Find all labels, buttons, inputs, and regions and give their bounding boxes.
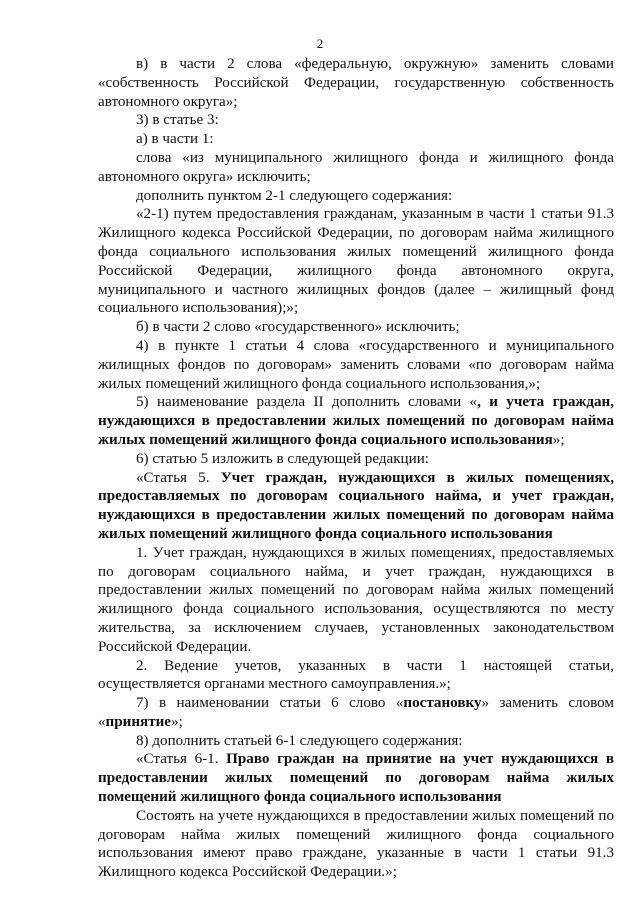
paragraph [98,149,614,187]
paragraph [98,205,614,318]
text-run: слова «из муниципального жилищного фонда и жилищного фонда автономного округа» исключить; [98,149,614,185]
text-run: дополнить пунктом 2-1 следующего содержания: [136,187,453,204]
text-run: «Статья 5. [136,469,221,486]
paragraph [98,469,614,544]
paragraph [98,393,614,449]
text-run: 5) наименование раздела II дополнить словами « [136,394,478,411]
text-run: в) в части 2 слова «федеральную, окружную» заменить словами «собственность Российской Федерации, государственную собственность автономного округа»; [98,56,614,110]
text-run: »; [552,431,565,448]
bold-text-run: постановку [403,695,482,712]
text-run: 6) статью 5 изложить в следующей редакции: [136,450,429,467]
paragraph [98,130,614,149]
text-run: 4) в пункте 1 статьи 4 слова «государственного и муниципального жилищных фондов по договорам» заменить словами «по договорам найма жилых помещений жилищного фонда социального использования,»; [98,337,614,392]
paragraph [98,807,614,882]
text-run: «Статья 6-1. [136,751,227,768]
bold-text-run: принятие [105,713,172,730]
text-run: б) в части 2 слово «государственного» исключить; [136,319,460,336]
paragraph [98,694,614,732]
document-body [98,55,614,882]
paragraph [98,544,614,657]
text-run: «2-1) путем предоставления гражданам, указанным в части 1 статьи 91.3 Жилищного кодекса Российской Федерации, по договорам найма жилищного фонда социального использования жилых помещений жилищного фонда Российской Федерации, жилищного фонда автономного округа, муниципального и частного жилищных фондов (далее – жилищный фонд социального использования);»; [98,206,614,317]
paragraph [98,450,614,469]
text-run: »; [171,713,183,730]
paragraph [98,750,614,806]
paragraph [98,187,614,206]
text-run: 7) в наименовании статьи 6 слово « [136,695,404,712]
paragraph [98,318,614,337]
text-run: 8) дополнить статьей 6-1 следующего содержания: [136,732,463,749]
paragraph [98,111,614,130]
text-run: 1. Учет граждан, нуждающихся в жилых помещениях, предоставляемых по договорам социального найма, и учет граждан, нуждающихся в предоставлении жилых помещений по договорам найма жилых помещений жилищного фонда социального использования, осуществляются по месту жительства, за исключением случаев, установленных законодательством Российской Федерации. [98,544,614,655]
text-run: » заменить словом « [98,695,614,730]
paragraph [98,55,614,111]
text-run: Состоять на учете нуждающихся в предоставлении жилых помещений по договорам найма жилых помещений жилищного фонда социального использования имеют право граждане, указанные в части 1 статьи 91.3 Жилищного кодекса Российской Федерации.»; [98,807,614,881]
paragraph [98,657,614,695]
bold-text-run: Право граждан на принятие на учет нуждающихся в предоставлении жилых помещений по договорам найма жилых помещений жилищного фонда социального использования [98,751,615,806]
paragraph [98,732,614,751]
text-run: 3) в статье 3: [136,112,219,129]
text-run: а) в части 1: [136,131,214,148]
bold-text-run: , и учета граждан, нуждающихся в предоставлении жилых помещений по договорам найма жилых помещений жилищного фонда социального использования [98,394,614,448]
bold-text-run: Учет граждан, нуждающихся в жилых помещениях, предоставляемых по договорам социального найма, и учет граждан, нуждающихся в предоставлении жилых помещений по договорам найма жилых помещений жилищного фонда социального использования [98,469,615,542]
paragraph [98,337,614,393]
text-run: 2. Ведение учетов, указанных в части 1 настоящей статьи, осуществляется органами местного самоуправления.»; [98,657,614,693]
page-number: 2 [316,36,324,51]
